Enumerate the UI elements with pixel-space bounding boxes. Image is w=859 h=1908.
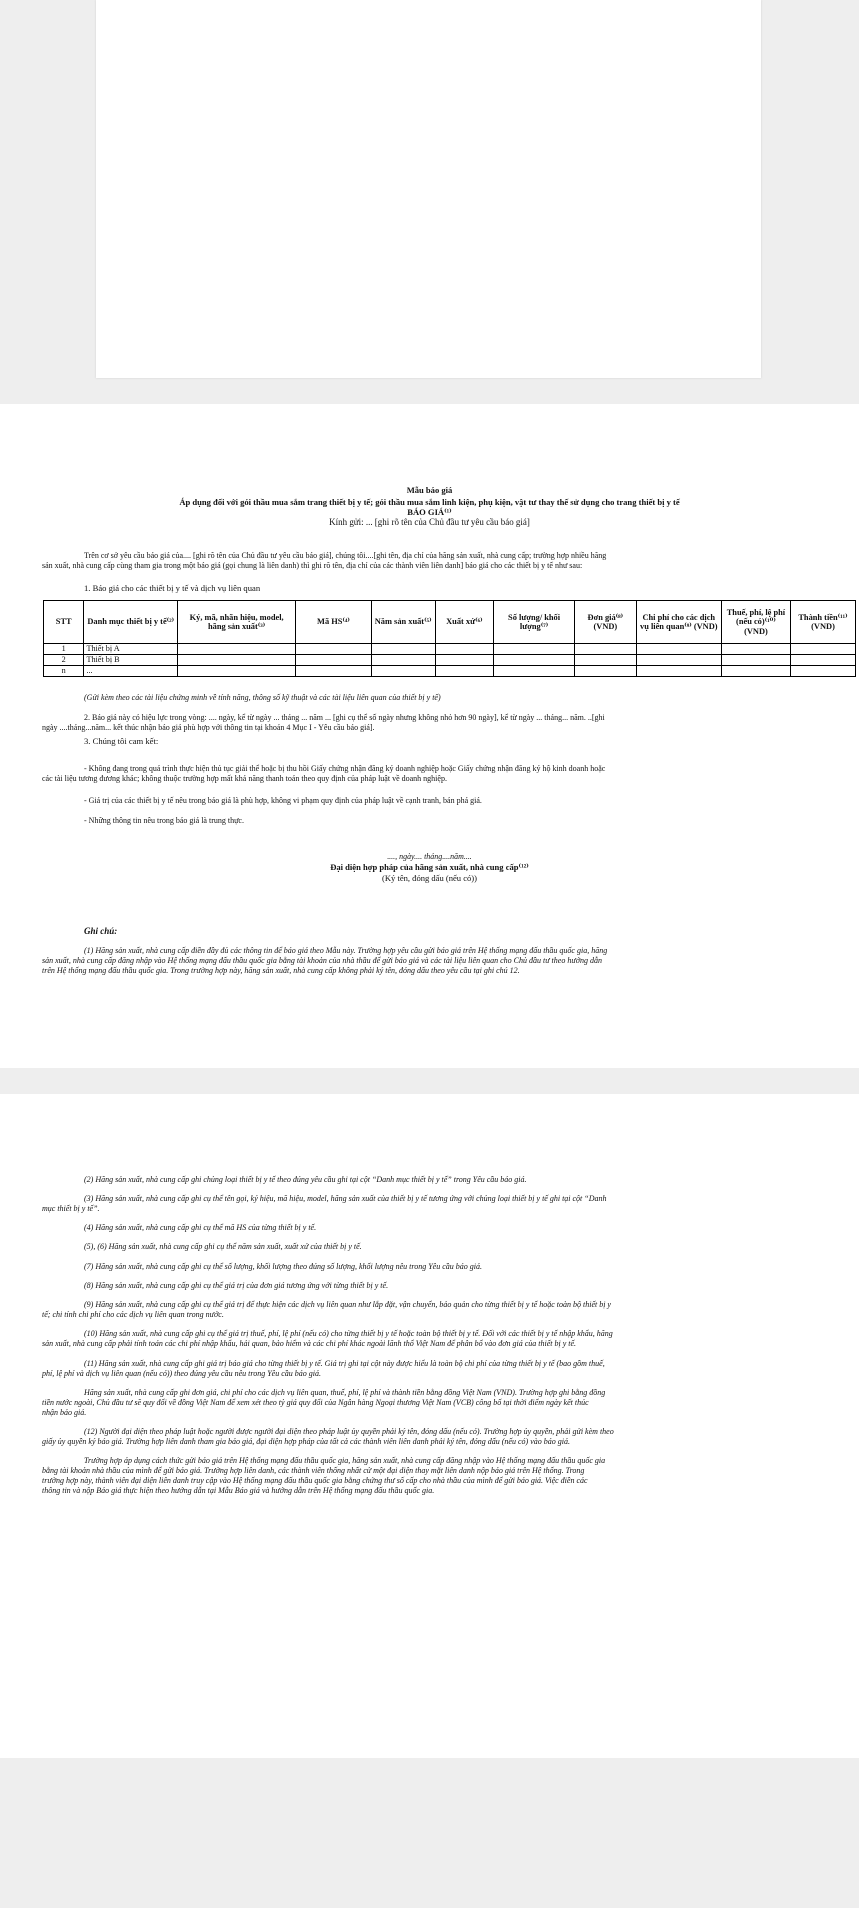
row-stt: 2 xyxy=(44,655,84,666)
item-2-line2: ngày ....tháng...năm... kết thúc nhận báo giá phù hợp với thông tin tại khoản 4 Mục I - Yêu cầu báo giá]. xyxy=(42,723,375,732)
note-3-line2: mục thiết bị y tế”. xyxy=(42,1204,100,1213)
sign-note: (Ký tên, đóng dấu (nếu có)) xyxy=(382,873,477,883)
note-9-line1: (9) Hãng sản xuất, nhà cung cấp ghi cụ thể giá trị để thực hiện các dịch vụ liên quan như lắp đặt, vận chuyển, bảo quản cho từng thiết bị y tế hoặc toàn bộ thiết bị y xyxy=(84,1300,611,1309)
note-10-line1: (10) Hãng sản xuất, nhà cung cấp ghi cụ thể giá trị thuế, phí, lệ phí (nếu có) cho từng thiết bị y tế hoặc toàn bộ thiết bị y tế. Đối với các thiết bị y tế nhập khẩu, hãng xyxy=(84,1329,613,1338)
table-header-cell: Chi phí cho các dịch vụ liên quan⁽⁹⁾ (VND) xyxy=(636,601,721,644)
blank-page xyxy=(96,0,761,378)
note-12-line1: (12) Người đại diện theo pháp luật hoặc người được người đại diện theo pháp luật ủy quyền phải ký tên, đóng dấu (nếu có). Trường hợp ủy quyền, phải gửi kèm theo xyxy=(84,1427,614,1436)
note-4: (4) Hãng sản xuất, nhà cung cấp ghi cụ thể mã HS của từng thiết bị y tế. xyxy=(84,1223,317,1232)
note-7: (7) Hãng sản xuất, nhà cung cấp ghi cụ thể số lượng, khối lượng theo đúng số lượng, khối lượng nêu trong Yêu cầu báo giá. xyxy=(84,1262,482,1271)
note-5-6: (5), (6) Hãng sản xuất, nhà cung cấp ghi cụ thể năm sản xuất, xuất xứ của thiết bị y tế. xyxy=(84,1242,362,1251)
note-1-line2: sản xuất, nhà cung cấp đăng nhập vào Hệ thống mạng đấu thầu quốc gia bằng tài khoản của nhà thầu để gửi báo giá và các tài liệu liên quan cho Chủ đầu tư theo hướng dẫn xyxy=(42,956,602,965)
item-2-line1: 2. Báo giá này có hiệu lực trong vòng: .... ngày, kể từ ngày ... tháng ... năm ... [ghi cụ thể số ngày nhưng không nhỏ hơn 90 ngày], kể từ ngày ... tháng... năm. ..[ghi xyxy=(84,713,605,722)
note-8: (8) Hãng sản xuất, nhà cung cấp ghi cụ thể giá trị của đơn giá tương ứng với từng thiết bị y tế. xyxy=(84,1281,389,1290)
table-header-cell: Ký, mã, nhãn hiệu, model, hãng sản xuất⁽³⁾ xyxy=(178,601,296,644)
row-item: Thiết bị B xyxy=(84,655,178,666)
quote-table xyxy=(43,600,856,677)
form-heading: BÁO GIÁ⁽¹⁾ xyxy=(407,507,452,517)
note-3-line1: (3) Hãng sản xuất, nhà cung cấp ghi cụ thể tên gọi, ký hiệu, mã hiệu, model, hãng sản xuất của thiết bị y tế tương ứng với chủng loại thiết bị y tế ghi tại cột “Danh xyxy=(84,1194,607,1203)
item-3-heading: 3. Chúng tôi cam kết: xyxy=(84,736,159,746)
currency-note-line3: nhận báo giá. xyxy=(42,1408,87,1417)
note-1-line1: (1) Hãng sản xuất, nhà cung cấp điền đầy đủ các thông tin để báo giá theo Mẫu này. Trường hợp yêu cầu gửi báo giá trên Hệ thống mạng đấu thầu quốc gia, hãng xyxy=(84,946,608,955)
notes-page xyxy=(0,1094,859,1758)
table-header-cell: Thành tiền⁽¹¹⁾ (VND) xyxy=(791,601,856,644)
network-note-line1: Trường hợp áp dụng cách thức gửi báo giá trên Hệ thống mạng đấu thầu quốc gia, hãng sản xuất, nhà cung cấp đăng nhập vào Hệ thống mạng đấu thầu quốc gia xyxy=(84,1456,606,1465)
network-note-line2: bằng tài khoản nhà thầu của mình để gửi báo giá. Trường hợp liên danh, các thành viên thống nhất cử một đại diện thay mặt liên danh nộp báo giá trên Hệ thống. Trong xyxy=(42,1466,585,1475)
table-row xyxy=(44,666,856,677)
commit-3: - Những thông tin nêu trong báo giá là trung thực. xyxy=(84,816,244,825)
commit-1-line2: các tài liệu tương đương khác; không thuộc trường hợp mất khả năng thanh toán theo quy định của pháp luật về doanh nghiệp. xyxy=(42,774,447,783)
table-header-cell: Xuất xứ⁽⁶⁾ xyxy=(435,601,494,644)
form-title: Mẫu báo giá xyxy=(406,485,453,495)
note-2: (2) Hãng sản xuất, nhà cung cấp ghi chủng loại thiết bị y tế theo đúng yêu cầu ghi tại cột “Danh mục thiết bị y tế” trong Yêu cầu báo giá. xyxy=(84,1175,527,1184)
commit-1-line1: - Không đang trong quá trình thực hiện thủ tục giải thể hoặc bị thu hồi Giấy chứng nhận đăng ký doanh nghiệp hoặc Giấy chứng nhận đăng ký hộ kinh doanh hoặc xyxy=(84,764,606,773)
commit-2: - Giá trị của các thiết bị y tế nêu trong báo giá là phù hợp, không vi phạm quy định của pháp luật về cạnh tranh, bán phá giá. xyxy=(84,796,482,805)
table-header-cell: Thuế, phí, lệ phí (nếu có)⁽¹⁰⁾ (VND) xyxy=(721,601,790,644)
note-9-line2: tế; chi tính chi phí cho các dịch vụ liên quan trong nước. xyxy=(42,1310,224,1319)
note-10-line2: sản xuất, nhà cung cấp phải tính toán các chi phí nhập khẩu, hải quan, bảo hiểm và các chi phí khác ngoài lãnh thổ Việt Nam để phân bổ vào đơn giá của thiết bị y tế. xyxy=(42,1339,577,1348)
network-note-line3: trường hợp này, thành viên đại diện liên danh truy cập vào Hệ thống mạng đấu thầu quốc gia bằng chứng thư số cấp cho nhà thầu của mình để gửi báo giá. Việc điền các xyxy=(42,1476,588,1485)
section-1-heading: 1. Báo giá cho các thiết bị y tế và dịch vụ liên quan xyxy=(84,583,261,593)
note-11-line2: phí, lệ phí và dịch vụ liên quan (nếu có)) theo đúng yêu cầu nêu trong Yêu cầu báo giá. xyxy=(42,1369,321,1378)
note-12-line2: giấy ủy quyền ký báo giá. Trường hợp liên danh tham gia báo giá, đại diện hợp pháp của tất cả các thành viên liên danh phải ký tên, đóng dấu (nếu có) vào báo giá. xyxy=(42,1437,570,1446)
table-note: (Gửi kèm theo các tài liệu chứng minh về tính năng, thông số kỹ thuật và các tài liệu liên quan của thiết bị y tế) xyxy=(84,693,441,702)
row-item: ... xyxy=(84,666,178,677)
table-header-cell: Danh mục thiết bị y tế⁽²⁾ xyxy=(84,601,178,644)
table-header-cell: Đơn giá⁽⁸⁾ (VND) xyxy=(575,601,637,644)
note-1-line3: trên Hệ thống mạng đấu thầu quốc gia. Trong trường hợp này, hãng sản xuất, nhà cung cấp không phải ký tên, đóng dấu theo yêu cầu tại ghi chú 12. xyxy=(42,966,520,975)
table-header-cell: Số lượng/ khối lượng⁽⁷⁾ xyxy=(494,601,575,644)
table-header-cell: Năm sản xuất⁽⁵⁾ xyxy=(371,601,435,644)
note-11-line1: (11) Hãng sản xuất, nhà cung cấp ghi giá trị báo giá cho từng thiết bị y tế. Giá trị ghi tại cột này được hiểu là toàn bộ chi phí của từng thiết bị y tế (bao gồm thuế, xyxy=(84,1359,605,1368)
row-item: Thiết bị A xyxy=(84,644,178,655)
table-header-cell: STT xyxy=(44,601,84,644)
currency-note-line2: tiền nước ngoài, Chủ đầu tư sẽ quy đổi về đồng Việt Nam để xem xét theo tỷ giá quy đổi của Ngân hàng Ngoại thương Việt Nam (VCB) công bố tại thời điểm ngày kết thúc xyxy=(42,1398,589,1407)
notes-heading: Ghi chú: xyxy=(84,926,118,936)
row-stt: 1 xyxy=(44,644,84,655)
table-header-row xyxy=(44,601,856,644)
form-recipient: Kính gửi: ... [ghi rõ tên của Chủ đầu tư yêu cầu báo giá] xyxy=(329,517,530,527)
intro-text-line2: sản xuất, nhà cung cấp cùng tham gia trong một báo giá (gọi chung là liên danh) thì ghi rõ tên, địa chỉ của các thành viên liên danh] báo giá cho các thiết bị y tế như sau: xyxy=(42,561,583,570)
quote-form-page xyxy=(0,404,859,1068)
intro-text-line1: Trên cơ sở yêu cầu báo giá của.... [ghi rõ tên của Chủ đầu tư yêu cầu báo giá], chúng tôi....[ghi tên, địa chỉ của hãng sản xuất, nhà cung cấp; trường hợp nhiều hãng xyxy=(84,551,607,560)
row-stt: n xyxy=(44,666,84,677)
network-note-line4: thông tin và nộp Báo giá thực hiện theo hướng dẫn tại Mẫu Báo giá và hướng dẫn trên Hệ thống mạng đấu thầu quốc gia. xyxy=(42,1486,435,1495)
table-header-cell: Mã HS⁽⁴⁾ xyxy=(296,601,372,644)
currency-note-line1: Hãng sản xuất, nhà cung cấp ghi đơn giá, chi phí cho các dịch vụ liên quan, thuế, phí, lệ phí và thành tiền bằng đồng Việt Nam (VND). Trường hợp ghi bằng đồng xyxy=(84,1388,606,1397)
date-line: ...., ngày.... tháng....năm.... xyxy=(387,852,472,861)
signer-title: Đại diện hợp pháp của hãng sản xuất, nhà cung cấp⁽¹²⁾ xyxy=(330,862,529,872)
form-subtitle: Áp dụng đối với gói thầu mua sắm trang thiết bị y tế; gói thầu mua sắm linh kiện, phụ kiện, vật tư thay thế sử dụng cho trang thiết bị y tế xyxy=(179,497,680,507)
table-row xyxy=(44,644,856,655)
table-row xyxy=(44,655,856,666)
